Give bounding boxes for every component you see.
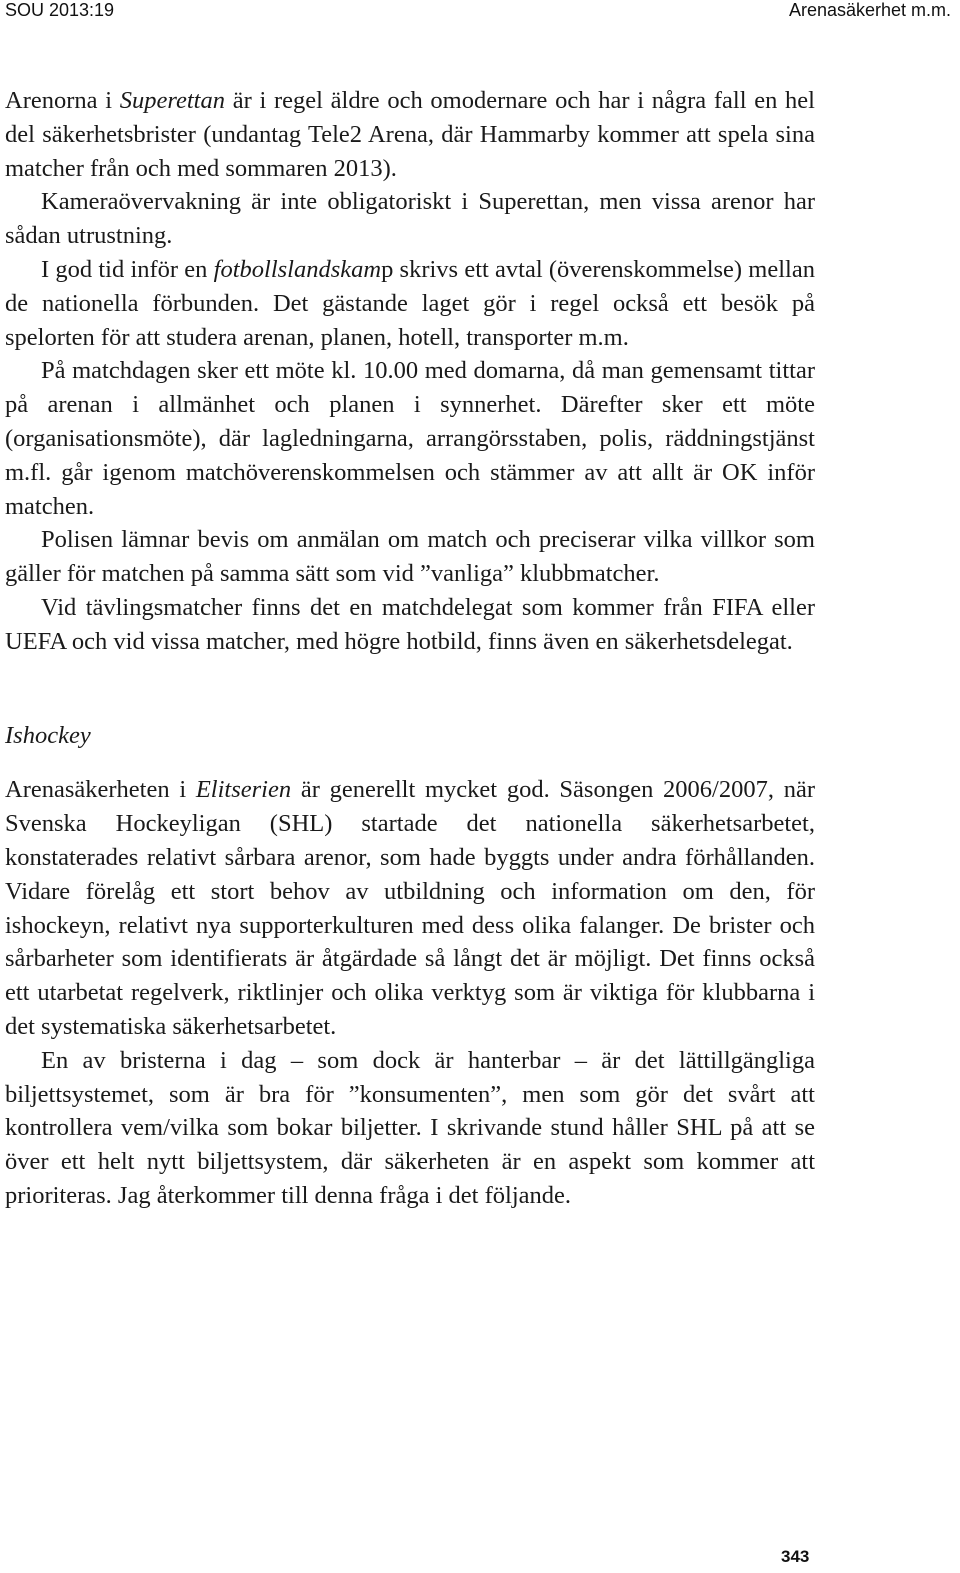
page-number: 343 [781,1547,810,1566]
paragraph: Vid tävlingsmatcher finns det en matchdelegat som kommer från FIFA eller UEFA och vid vissa matcher, med högre hotbild, finns även en säkerhetsdelegat. [5,593,815,655]
section-title: Arenasäkerhet m.m. [788,0,951,20]
paragraph: Kameraövervakning är inte obligatoriskt i Superettan, men vissa arenor har sådan utrustning. [5,188,815,250]
paragraph: En av bristerna i dag – som dock är hanterbar – är det lättillgängliga biljettsystemet, som är bra för ”konsumenten”, men som gör det svårt att kontrollera vem/vilka som bokar biljetter. I skrivande stund håller SHL på att se över ett helt nytt biljettsystem, där säkerheten är en aspekt som kommer att prioriteras. Jag återkommer till denna fråga i det följande. [5,1046,815,1209]
page-body [5,84,815,1213]
italic-term: Superettan [119,87,225,114]
italic-term: fotbollslandskam [213,255,382,283]
paragraph: I god tid inför en fotbollslandskamp skrivs ett avtal (överenskommelse) mellan de nationella förbunden. Det gästande laget gör i regel också ett besök på spelorten för att studera arenan, planen, hotell, transporter m.m. [5,255,815,351]
paragraph: På matchdagen sker ett möte kl. 10.00 med domarna, då man gemensamt tittar på arenan i allmänhet och planen i synnerhet. Därefter sker ett möte (organisationsmöte), där lagledningarna, arrangörsstaben, polis, räddningstjänst m.fl. går igenom matchöverenskommelsen och stämmer av att allt är OK inför matchen. [5,357,815,520]
paragraph: Arenorna i Superettan är i regel äldre och omodernare och har i några fall en hel del säkerhetsbrister (undantag Tele2 Arena, där Hammarby kommer att spela sina matcher från och med sommaren 2013). [5,87,815,182]
italic-term: Elitserien [195,776,292,804]
paragraph: Polisen lämnar bevis om anmälan om match och preciserar vilka villkor som gäller för matchen på samma sätt som vid ”vanliga” klubbmatcher. [5,526,815,588]
running-header [5,0,955,22]
section-heading-ishockey: Ishockey [5,721,91,749]
document-reference: SOU 2013:19 [5,0,115,20]
paragraph: Arenasäkerheten i Elitserien är generellt mycket god. Säsongen 2006/2007, när Svenska Hockeyligan (SHL) startade det nationella säkerhetsarbetet, konstaterades relativt sårbara arenor, som hade byggts under andra förhållanden. Vidare förelåg ett stort behov av utbildning och information om den, för ishockeyn, relativt nya supporterkulturen med dess olika falanger. De brister och sårbarheter som identifierats är åtgärdade så långt det är möjligt. Det finns också ett utarbetat regelverk, riktlinjer och olika verktyg som är viktiga för klubbarna i det systematiska säkerhetsarbetet. [5,776,815,1040]
